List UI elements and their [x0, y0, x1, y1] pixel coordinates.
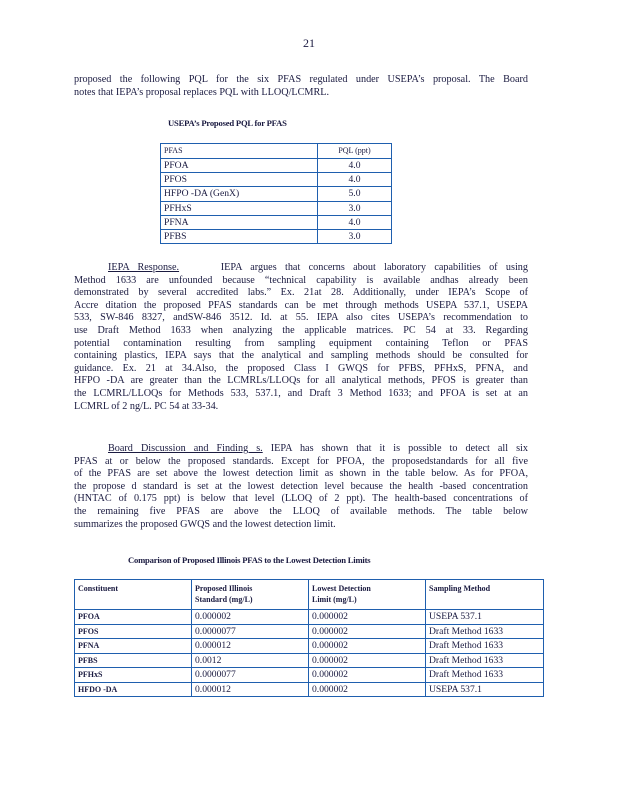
table-row — [75, 682, 544, 697]
table-header-row — [75, 580, 544, 610]
column-header — [426, 580, 544, 610]
table-cell: 4.0 — [318, 159, 392, 173]
table-row — [161, 201, 392, 215]
pql-table — [160, 143, 392, 244]
table-row — [161, 173, 392, 187]
table-cell: USEPA 537.1 — [426, 610, 544, 625]
header-text: Sampling Method — [429, 584, 491, 593]
text-line: LCMRL of 2 ng/L. PC 54 at 33-34. — [74, 400, 219, 412]
table-row — [75, 639, 544, 654]
table-cell: HFDO -DA — [75, 682, 192, 697]
table-cell: 0.0000077 — [192, 668, 309, 683]
text-line: the LCMRL/LLOQs for Methods 533, 537.1, and Draft 3 Method 1633; and PFOA is set at an — [74, 387, 528, 399]
table-cell: 0.000002 — [309, 639, 426, 654]
text-line: PFAS at or below the proposed standards. Except for PFOA, the proposedstandards for all five — [74, 455, 528, 467]
table-cell: PFBS — [161, 230, 318, 244]
table-cell: 0.000002 — [309, 682, 426, 697]
header-text: Constituent — [78, 584, 119, 593]
table2-caption: Comparison of Proposed Illinois PFAS to the Lowest Detection Limits — [128, 555, 371, 565]
table-cell: 0.000002 — [309, 624, 426, 639]
table-cell: 0.000002 — [309, 610, 426, 625]
table-cell: 4.0 — [318, 173, 392, 187]
table-row — [161, 159, 392, 173]
table-row — [161, 230, 392, 244]
header-text: Standard (mg/L) — [195, 595, 253, 604]
text-run: IEPA argues that concerns about laboratory capabilities of using — [220, 262, 528, 273]
text-line: the propose d standard is set at the lowest detection level because the health -based concentration — [74, 480, 528, 492]
text-line: (HNTAC of 0.175 ppt) is below that level (LLOQ of 2 ppt). The health-based concentrations of — [74, 493, 528, 505]
text-line: the remaining five PFAS are above the LLOQ of available methods. The table below — [74, 505, 528, 517]
iepa-response-paragraph — [74, 262, 528, 413]
column-header — [192, 580, 309, 610]
table-cell: Draft Method 1633 — [426, 668, 544, 683]
table1-caption: USEPA’s Proposed PQL for PFAS — [168, 118, 287, 128]
intro-paragraph — [74, 74, 528, 99]
header-text: Limit (mg/L) — [312, 595, 357, 604]
text-line: proposed the following PQL for the six PFAS regulated under USEPA’s proposal. The Board — [74, 74, 528, 85]
table-cell: 0.000012 — [192, 682, 309, 697]
table-cell: PFBS — [75, 653, 192, 668]
board-discussion-paragraph — [74, 443, 528, 531]
header-text: Lowest Detection — [312, 584, 371, 593]
table-cell: 4.0 — [318, 215, 392, 229]
table-header-row — [161, 144, 392, 159]
text-line: HFPO -DA are greater than the LCMRLs/LLOQs for all analytical methods, PFOS is greater than — [74, 375, 528, 387]
table-cell: 3.0 — [318, 201, 392, 215]
table-cell: 5.0 — [318, 187, 392, 201]
text-line: summarizes the proposed GWQS and the lowest detection limit. — [74, 518, 336, 530]
table-cell: 3.0 — [318, 230, 392, 244]
table-row — [75, 610, 544, 625]
table-row — [75, 653, 544, 668]
board-discussion-heading: Board Discussion and Finding s. — [108, 443, 263, 454]
table-row — [161, 187, 392, 201]
table-cell: HFPO -DA (GenX) — [161, 187, 318, 201]
table-cell: PFNA — [161, 215, 318, 229]
column-header: PFAS — [161, 144, 318, 159]
table-row — [161, 215, 392, 229]
table-cell: USEPA 537.1 — [426, 682, 544, 697]
table-cell: Draft Method 1633 — [426, 624, 544, 639]
text-run: IEPA has shown that it is possible to detect all six — [270, 443, 528, 454]
table-cell: PFOS — [75, 624, 192, 639]
table-cell: 0.000012 — [192, 639, 309, 654]
table-cell: 0.000002 — [309, 653, 426, 668]
table-cell: 0.000002 — [192, 610, 309, 625]
text-line: Accre ditation the proposed PFAS standards can be met through methods USEPA 537.1, USEPA — [74, 299, 528, 311]
text-line: guidance. Ex. 21 at 34.Also, the proposed Class I GWQS for PFBS, PFHxS, PFNA, and — [74, 362, 528, 374]
column-header — [75, 580, 192, 610]
text-line: 533, SW-846 8327, andSW-846 3512. Id. at 55. IEPA also cites USEPA’s recommendation to — [74, 312, 528, 324]
text-line: potential contamination resulting from sampling equipment containing Teflon or PFAS — [74, 337, 528, 349]
text-line: demonstrated by several accredited labs.” Ex. 21at 28. Additionally, under IEPA’s Scope of — [74, 287, 528, 299]
table-cell: PFHxS — [161, 201, 318, 215]
table-cell: 0.000002 — [309, 668, 426, 683]
text-line: notes that IEPA’s proposal replaces PQL with LLOQ/LCMRL. — [74, 86, 330, 98]
text-line: containing plastics, IEPA says that the analytical and sampling methods should be consulted for — [74, 350, 528, 362]
comparison-table — [74, 579, 544, 697]
table-cell: PFHxS — [75, 668, 192, 683]
iepa-response-heading: IEPA Response. — [108, 262, 180, 273]
table-cell: PFNA — [75, 639, 192, 654]
column-header — [309, 580, 426, 610]
table-cell: Draft Method 1633 — [426, 653, 544, 668]
table-cell: PFOA — [75, 610, 192, 625]
column-header: PQL (ppt) — [318, 144, 392, 159]
table-cell: PFOA — [161, 159, 318, 173]
text-line — [74, 262, 528, 275]
text-line: of the PFAS are set above the lowest detection limit as shown in the table below. As for PFOA, — [74, 468, 528, 480]
table-row — [75, 668, 544, 683]
table-cell: 0.0012 — [192, 653, 309, 668]
table-cell: 0.0000077 — [192, 624, 309, 639]
table-cell: Draft Method 1633 — [426, 639, 544, 654]
text-line: Method 1633 are unfounded because “technical capability is available andhas already been — [74, 274, 528, 286]
table-row — [75, 624, 544, 639]
page-number: 21 — [303, 36, 315, 50]
text-line: use Draft Method 1633 when analyzing the applicable matrices. PC 54 at 33. Regarding — [74, 324, 528, 336]
text-line — [74, 443, 528, 456]
header-text: Proposed Illinois — [195, 584, 253, 593]
table-cell: PFOS — [161, 173, 318, 187]
